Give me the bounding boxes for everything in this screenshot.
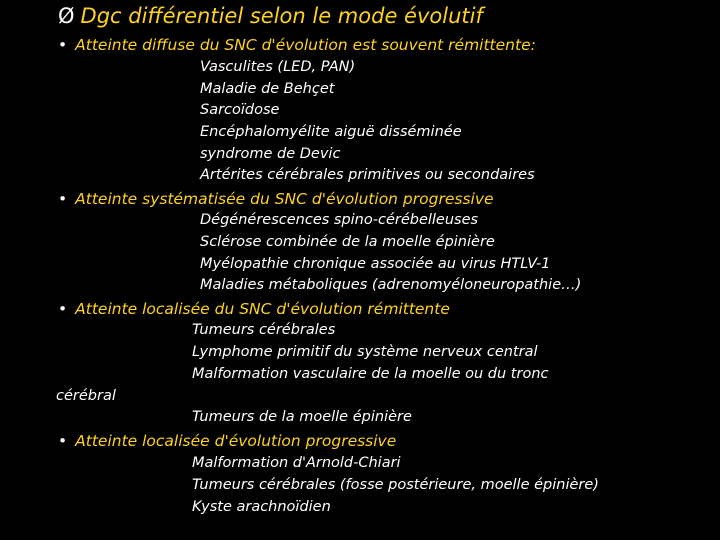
list-item: Sarcoïdose (200, 102, 280, 118)
list-item: Sclérose combinée de la moelle épinière (200, 234, 495, 250)
slide-title (58, 4, 483, 28)
slide-title-text: Dgc différentiel selon le mode évolutif (80, 4, 483, 28)
list-item: Tumeurs de la moelle épinière (192, 409, 412, 425)
section-heading-diffuse: • Atteinte diffuse du SNC d'évolution est souvent rémittente: (58, 36, 536, 54)
section-heading-systematisee: • Atteinte systématisée du SNC d'évolution progressive (58, 190, 494, 208)
bullet-icon: • (58, 300, 68, 318)
list-item: Vasculites (LED, PAN) (200, 59, 356, 75)
list-item: Tumeurs cérébrales (192, 322, 336, 338)
list-item: Myélopathie chronique associée au virus HTLV-1 (200, 256, 551, 272)
list-item: Maladies métaboliques (adrenomyéloneuropathie…) (200, 277, 582, 293)
list-item: Artérites cérébrales primitives ou secondaires (200, 167, 535, 183)
list-item: Dégénérescences spino-cérébelleuses (200, 212, 479, 228)
section-heading-localisee-remittente: • Atteinte localisée du SNC d'évolution rémittente (58, 300, 450, 318)
list-item: Tumeurs cérébrales (fosse postérieure, moelle épinière) (192, 477, 599, 493)
list-item: Malformation vasculaire de la moelle ou du tronc (192, 366, 549, 382)
list-item: syndrome de Devic (200, 146, 341, 162)
list-item: Lymphome primitif du système nerveux central (192, 344, 538, 360)
list-item-continuation: cérébral (56, 388, 116, 404)
list-item: Encéphalomyélite aiguë disséminée (200, 124, 462, 140)
arrow-bullet-icon: Ø (58, 4, 75, 28)
section-heading-localisee-progressive: • Atteinte localisée d'évolution progressive (58, 432, 397, 450)
bullet-icon: • (58, 190, 68, 208)
list-item: Maladie de Behçet (200, 81, 335, 97)
bullet-icon: • (58, 36, 68, 54)
list-item: Malformation d'Arnold-Chiari (192, 455, 401, 471)
list-item: Kyste arachnoïdien (192, 499, 331, 515)
bullet-icon: • (58, 432, 68, 450)
